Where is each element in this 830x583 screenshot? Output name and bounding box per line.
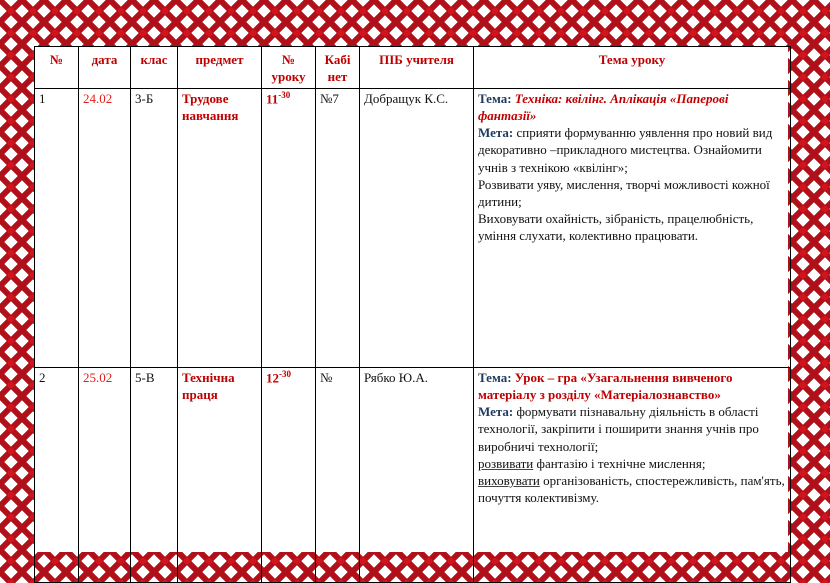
goal-line: Виховувати охайність, зібраність, працелюбність, уміння слухати, колективно працювати. — [478, 211, 754, 244]
table-row — [35, 89, 791, 368]
row-date: 24.02 — [79, 89, 131, 368]
row-lesson-time: $12^{-30}$ — [262, 368, 316, 583]
header-subject: предмет — [178, 47, 262, 89]
underlined-word: розвивати — [478, 455, 534, 471]
row-class: 5-В — [131, 368, 178, 583]
goal-label: Мета: — [478, 404, 514, 420]
header-class: клас — [131, 47, 178, 89]
header-topic: Тема уроку — [474, 47, 791, 89]
topic-text: Техніка: квілінг. Аплікація «Паперові фантазії» — [478, 91, 729, 124]
topic-text: Урок – гра «Узагальнення вивченого матеріалу з розділу «Матеріалознавство» — [478, 370, 733, 403]
header-lesson-no: № уроку — [262, 47, 316, 89]
goal-line: сприяти формуванню уявлення про новий вид декоративно –прикладного мистецтва. Ознайомити учнів з технікою «квілінг»; — [478, 125, 773, 175]
row-date: 25.02 — [79, 368, 131, 583]
row-topic — [474, 368, 791, 583]
header-cabinet: Кабі нет — [316, 47, 360, 89]
goal-line: розвивати фантазію і технічне мислення; — [478, 455, 706, 471]
underlined-word: виховувати — [478, 472, 540, 488]
header-no: № — [35, 47, 79, 89]
table-header-row — [35, 47, 791, 89]
header-date: дата — [79, 47, 131, 89]
row-number: 2 — [35, 368, 79, 583]
goal-line: Розвивати уяву, мислення, творчі можливості кожної дитини; — [478, 176, 770, 209]
header-teacher: ПІБ учителя — [360, 47, 474, 89]
topic-label: Тема: — [478, 91, 512, 106]
row-subject: Трудове навчання — [178, 89, 262, 368]
row-topic — [474, 89, 791, 368]
row-lesson-time: $11^{-30}$ — [262, 89, 316, 368]
row-number: 1 — [35, 89, 79, 368]
row-class: 3-Б — [131, 89, 178, 368]
row-cabinet: № — [316, 368, 360, 583]
row-teacher: Добращук К.С. — [360, 89, 474, 368]
goal-line: формувати пізнавальну діяльність в області технології, закріпити і поширити знання учнів про виробничі технології; — [478, 404, 759, 454]
topic-label: Тема: — [478, 370, 512, 385]
row-cabinet: №7 — [316, 89, 360, 368]
row-subject: Технічна праця — [178, 368, 262, 583]
goal-label: Мета: — [478, 125, 514, 141]
table-row — [35, 368, 791, 583]
lessons-table — [34, 46, 791, 583]
goal-line: виховувати організованість, спостережливість, пам'ять, почуття колективізму. — [478, 472, 785, 506]
row-teacher: Рябко Ю.А. — [360, 368, 474, 583]
